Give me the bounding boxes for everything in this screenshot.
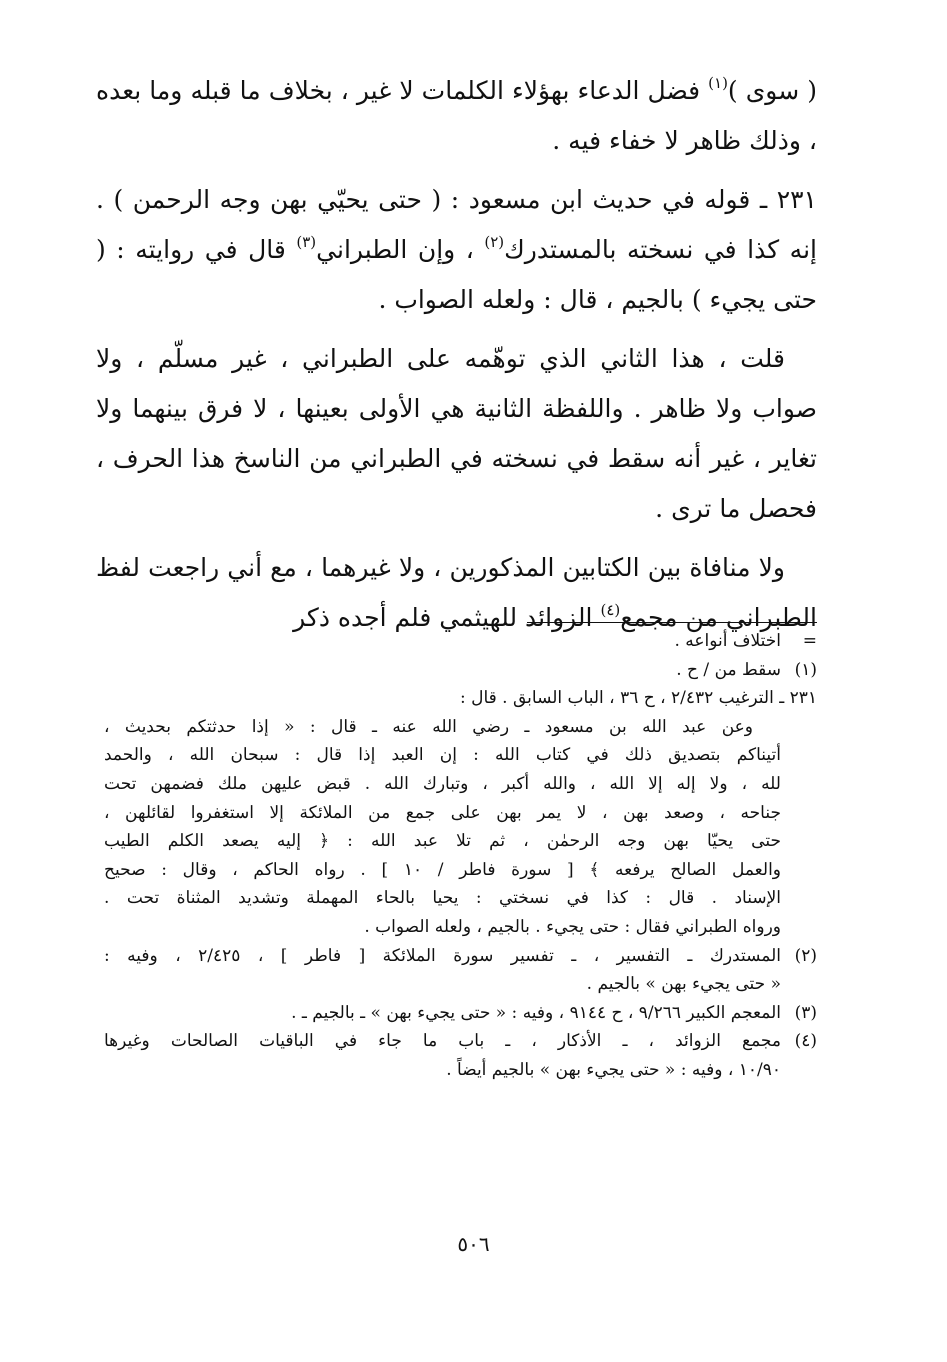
- footnote-number: (٤): [794, 1031, 817, 1052]
- footnote-number: (٢): [794, 945, 817, 966]
- footnote-1: [104, 656, 817, 685]
- footnote-231-head: ٢٣١ ـ الترغيب ٢/٤٣٢ ، ح ٣٦ ، الباب السابق . قال :: [459, 688, 817, 709]
- footnote-number: (٣): [794, 1002, 817, 1023]
- text-run: الزوائد للهيثمي فلم أجده ذكر: [293, 603, 601, 632]
- page-number: ٥٠٦: [457, 1232, 490, 1256]
- footnote-text: [104, 942, 781, 999]
- quote-line: وعن عبد الله بن مسعود ـ رضي الله عنه ـ قال : « إذا حدثتكم بحديث ،: [104, 716, 753, 737]
- footnote-3: [104, 999, 817, 1028]
- text-run: ، وإن الطبراني: [316, 235, 485, 264]
- footnote-ref-1[interactable]: (١): [708, 74, 728, 92]
- footnote-ref-4[interactable]: (٤): [600, 601, 621, 619]
- quote-line: ورواه الطبراني فقال : حتى يجيء . بالجيم ، ولعله الصواب .: [364, 916, 781, 937]
- text-run: ( سوى ): [727, 76, 817, 105]
- quote-line: الإسناد . قال : كذا في نسختي : يحيا بالحاء المهملة وتشديد المثناة تحت .: [104, 888, 781, 909]
- footnote-ref-3[interactable]: (٣): [296, 233, 317, 251]
- paragraph-231: [96, 175, 817, 325]
- footnote-231-quote: [104, 713, 817, 942]
- quote-line: والعمل الصالح يرفعه ﴾ [ سورة فاطر / ١٠ ] . رواه الحاكم ، وقال : صحيح: [104, 859, 781, 880]
- text-run: فضل الدعاء بهؤلاء الكلمات لا غير ، بخلاف ما قبله وما بعده ، وذلك ظاهر لا خفاء فيه .: [96, 76, 817, 155]
- text-run: ولا منافاة بين الكتابين المذكورين ، ولا غيرهما ، مع أني راجعت لفظ الطبراني من مجمع: [96, 553, 817, 632]
- quote-line: جناحه ، وصعد بهن ، لا يمر بهن على جمع من الملائكة إلا استغفروا لقائلهن ،: [104, 802, 781, 823]
- footnote-continuation: [104, 627, 817, 656]
- main-text: [96, 66, 817, 643]
- footnote-line: « حتى يجيء بهن » بالجيم .: [586, 974, 781, 995]
- footnote-text: المعجم الكبير ٩/٢٦٦ ، ح ٩١٤٤ ، وفيه : « حتى يجيء بهن » ـ بالجيم ـ .: [291, 1002, 781, 1023]
- paragraph-3: قلت ، هذا الثاني الذي توهّمه على الطبراني ، غير مسلّم ، ولا صواب ولا ظاهر . واللفظة الثانية هي الأولى بعينها ، لا فرق بينهما ولا تغاير ، غير أنه سقط في نسخته في الطبراني من الناسخ هذا الحرف ، فحصل ما ترى .: [96, 344, 817, 523]
- text-run: ٢٣١ ـ قوله في حديث ابن مسعود : ( حتى يحيّي بهن وجه الرحمن ) . إنه كذا في نسخته بالمستدرك: [96, 185, 817, 264]
- footnote-2: [104, 942, 817, 999]
- continuation-mark: =: [802, 631, 817, 651]
- paragraph-1: [96, 66, 817, 166]
- quote-line: لله ، ولا إله إلا الله ، والله أكبر ، وتبارك الله . قبض عليهن ملك فضمهن تحت: [104, 773, 781, 794]
- footnote-line: المستدرك ـ التفسير ، ـ تفسير سورة الملائكة [ فاطر ] ، ٢/٤٢٥ ، وفيه :: [104, 945, 781, 966]
- quote-line: حتى يحيّا بهن وجه الرحمٰن ، ثم تلا عبد الله : ﴿ إليه يصعد الكلم الطيب: [104, 831, 781, 852]
- footnote-4: [104, 1027, 817, 1084]
- footnote-separator: [527, 622, 817, 623]
- footnote-text: اختلاف أنواعه .: [674, 631, 781, 651]
- footnote-text: [104, 1027, 781, 1084]
- footnote-ref-2[interactable]: (٢): [484, 233, 505, 251]
- quote-line: أتيناكم بتصديق ذلك في كتاب الله : إن العبد إذا قال : سبحان الله ، والحمد: [104, 745, 781, 766]
- footnotes: [104, 627, 817, 1085]
- text-run: قال في روايته : ( حتى يجيء ) بالجيم ، قال : ولعله الصواب .: [96, 235, 817, 314]
- footnote-text: سقط من / ح .: [676, 659, 781, 680]
- footnote-line: مجمع الزوائد ، ـ الأذكار ، ـ باب ما جاء في الباقيات الصالحات وغيرها: [104, 1031, 781, 1052]
- footnote-number: (١): [794, 659, 817, 680]
- footnote-line: ١٠/٩٠ ، وفيه : « حتى يجيء بهن » بالجيم أيضاً .: [446, 1059, 781, 1080]
